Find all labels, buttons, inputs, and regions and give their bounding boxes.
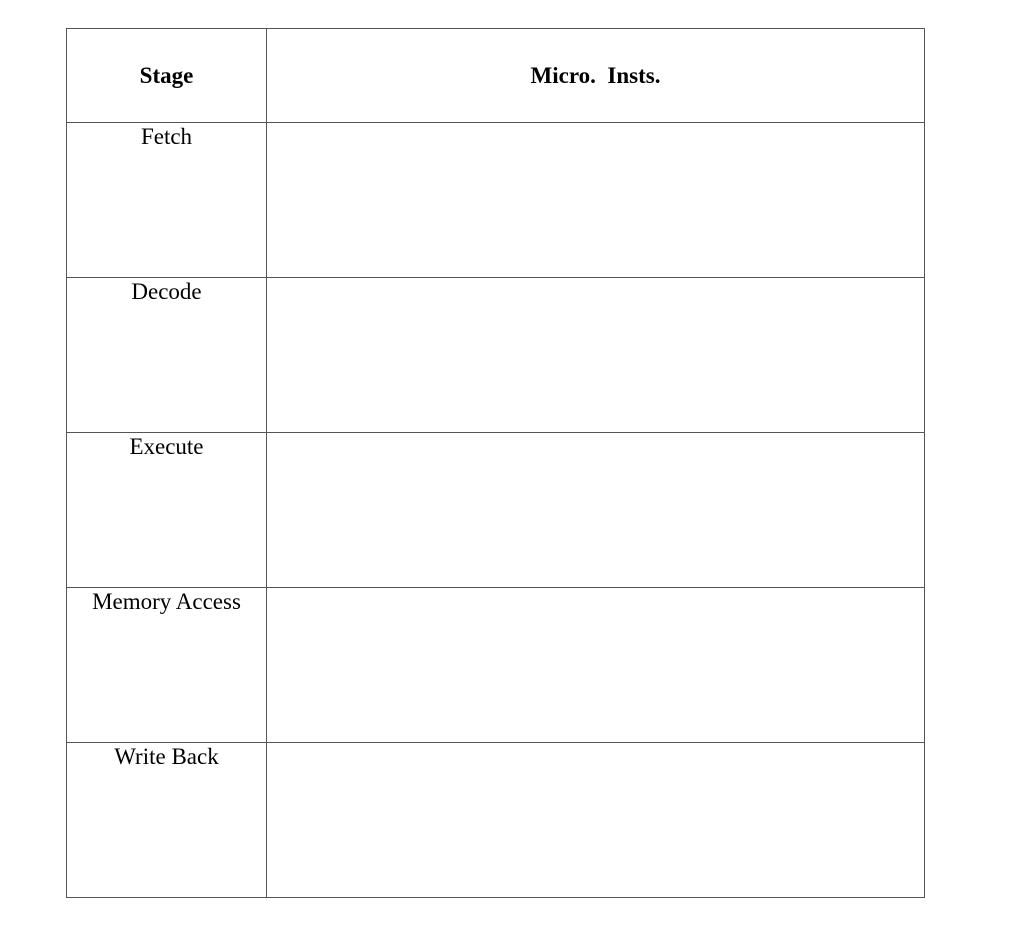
- stage-cell: [67, 278, 267, 433]
- stage-label: Decode: [131, 279, 202, 304]
- table-header-row: [67, 29, 925, 123]
- micro-insts-cell[interactable]: [267, 743, 925, 898]
- micro-insts-cell[interactable]: [267, 588, 925, 743]
- table-row-fetch: [67, 123, 925, 278]
- micro-insts-column-header: Micro. Insts.: [267, 29, 925, 123]
- table-row-decode: [67, 278, 925, 433]
- stage-micro-instructions-table: [66, 28, 925, 898]
- stage-column-header: Stage: [67, 29, 267, 123]
- table-row-execute: [67, 433, 925, 588]
- stage-label: Fetch: [140, 124, 193, 149]
- stage-label: Execute: [129, 434, 204, 459]
- stage-label: Memory Access: [92, 589, 241, 614]
- stage-label: Write Back: [114, 744, 219, 769]
- micro-insts-cell[interactable]: [267, 433, 925, 588]
- stage-cell: [67, 123, 267, 278]
- table-row-write-back: [67, 743, 925, 898]
- micro-insts-cell[interactable]: [267, 278, 925, 433]
- micro-insts-cell[interactable]: [267, 123, 925, 278]
- stage-cell: [67, 433, 267, 588]
- stage-cell: [67, 588, 267, 743]
- table-row-memory-access: [67, 588, 925, 743]
- stage-cell: [67, 743, 267, 898]
